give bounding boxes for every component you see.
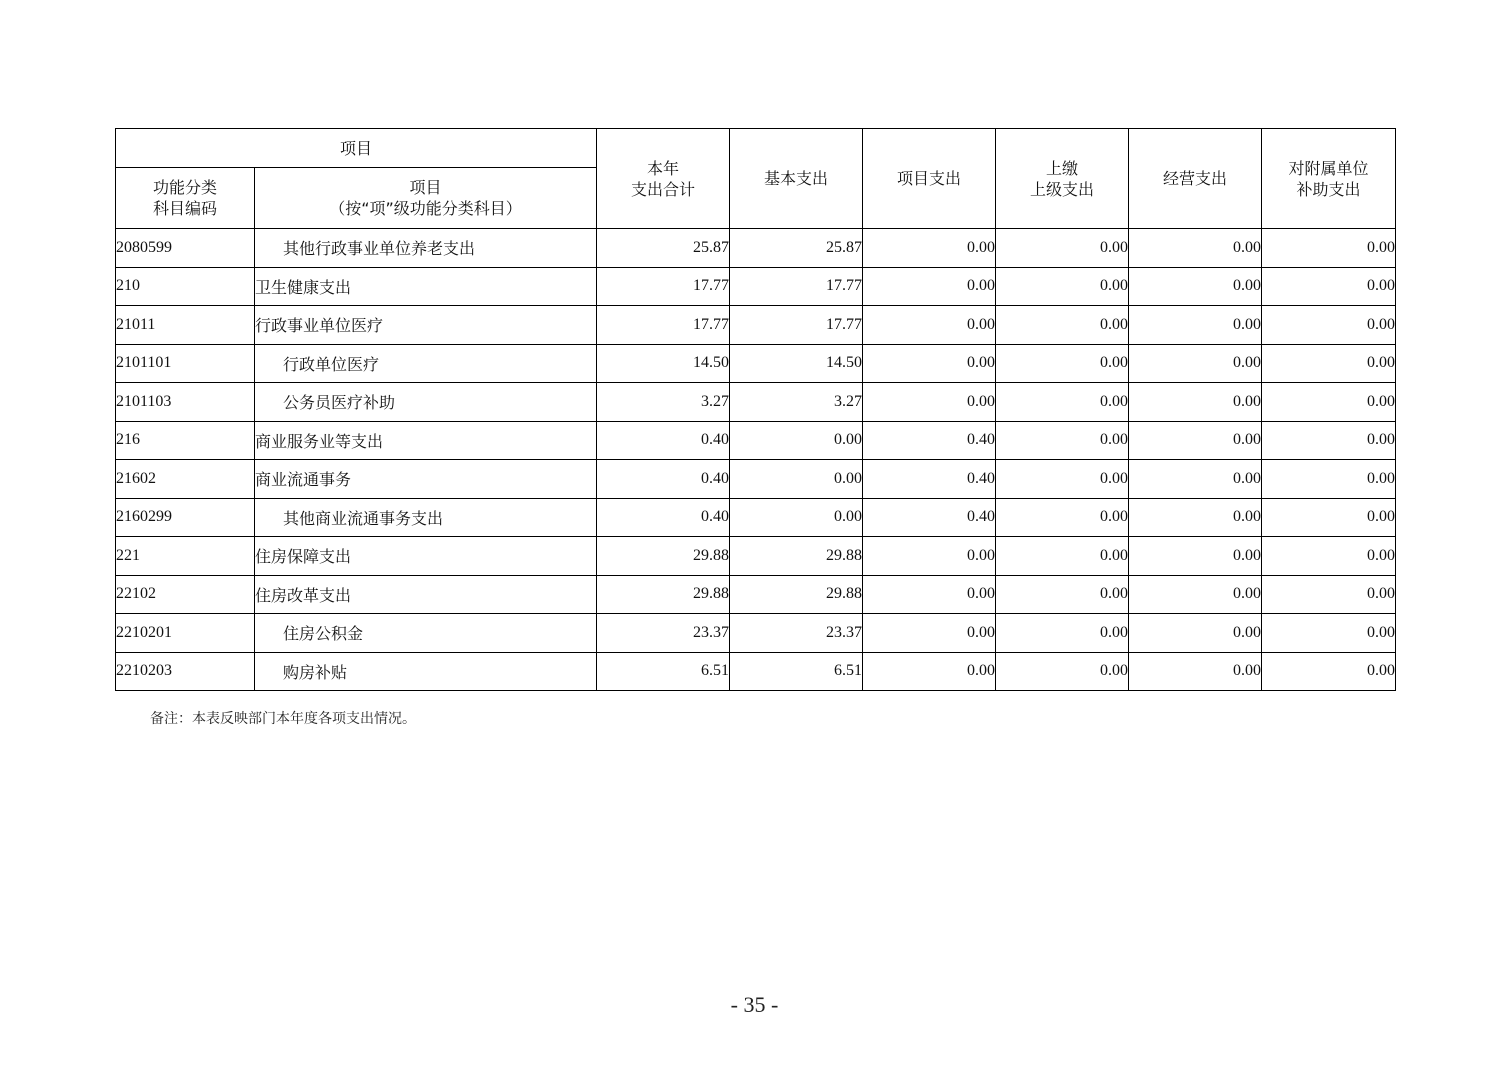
cell-name: 公务员医疗补助 (255, 383, 597, 422)
cell-total: 17.77 (597, 267, 730, 306)
header-name-line2: （按“项”级功能分类科目） (329, 199, 522, 218)
cell-operating: 0.00 (1129, 652, 1262, 691)
cell-project: 0.40 (863, 460, 996, 499)
cell-total: 23.37 (597, 614, 730, 653)
cell-remit: 0.00 (996, 229, 1129, 268)
cell-subsidy: 0.00 (1262, 229, 1396, 268)
table-note: 备注：本表反映部门本年度各项支出情况。 (150, 711, 416, 727)
cell-name: 行政单位医疗 (255, 344, 597, 383)
cell-remit: 0.00 (996, 306, 1129, 345)
table-row (116, 306, 1396, 345)
header-subsidy-line2: 补助支出 (1296, 179, 1361, 199)
header-subsidy-line1: 对附属单位 (1288, 158, 1369, 178)
cell-code: 2080599 (116, 229, 255, 268)
cell-basic: 29.88 (730, 575, 863, 614)
cell-operating: 0.00 (1129, 306, 1262, 345)
cell-basic: 0.00 (730, 460, 863, 499)
cell-total: 3.27 (597, 383, 730, 422)
page-number: - 35 - (730, 992, 779, 1017)
cell-subsidy: 0.00 (1262, 306, 1396, 345)
cell-subsidy: 0.00 (1262, 267, 1396, 306)
cell-remit: 0.00 (996, 460, 1129, 499)
cell-basic: 14.50 (730, 344, 863, 383)
cell-remit: 0.00 (996, 267, 1129, 306)
cell-operating: 0.00 (1129, 344, 1262, 383)
cell-project: 0.40 (863, 498, 996, 537)
cell-remit: 0.00 (996, 498, 1129, 537)
cell-name: 其他商业流通事务支出 (255, 498, 597, 537)
header-code-line1: 功能分类 (152, 178, 217, 197)
cell-code: 22102 (116, 575, 255, 614)
cell-project: 0.00 (863, 229, 996, 268)
cell-total: 25.87 (597, 229, 730, 268)
cell-name: 行政事业单位医疗 (255, 306, 597, 345)
cell-project: 0.00 (863, 267, 996, 306)
cell-project: 0.00 (863, 575, 996, 614)
cell-operating: 0.00 (1129, 575, 1262, 614)
cell-operating: 0.00 (1129, 383, 1262, 422)
cell-operating: 0.00 (1129, 421, 1262, 460)
table-body (116, 229, 1396, 691)
cell-total: 0.40 (597, 498, 730, 537)
cell-total: 17.77 (597, 306, 730, 345)
cell-remit: 0.00 (996, 537, 1129, 576)
cell-name: 商业服务业等支出 (255, 421, 597, 460)
cell-code: 2160299 (116, 498, 255, 537)
header-code-line2: 科目编码 (152, 199, 217, 218)
cell-project: 0.00 (863, 652, 996, 691)
cell-name: 购房补贴 (255, 652, 597, 691)
table-row (116, 229, 1396, 268)
cell-subsidy: 0.00 (1262, 421, 1396, 460)
table-row (116, 421, 1396, 460)
cell-operating: 0.00 (1129, 267, 1262, 306)
cell-project: 0.00 (863, 383, 996, 422)
header-name (255, 168, 597, 229)
cell-operating: 0.00 (1129, 537, 1262, 576)
cell-total: 6.51 (597, 652, 730, 691)
cell-basic: 3.27 (730, 383, 863, 422)
cell-total: 14.50 (597, 344, 730, 383)
table-row (116, 614, 1396, 653)
table-row (116, 344, 1396, 383)
cell-code: 2210201 (116, 614, 255, 653)
cell-total: 29.88 (597, 575, 730, 614)
cell-subsidy: 0.00 (1262, 652, 1396, 691)
cell-project: 0.00 (863, 614, 996, 653)
cell-name: 住房保障支出 (255, 537, 597, 576)
cell-subsidy: 0.00 (1262, 460, 1396, 499)
cell-subsidy: 0.00 (1262, 614, 1396, 653)
cell-code: 216 (116, 421, 255, 460)
header-basic: 基本支出 (730, 129, 863, 229)
cell-name: 商业流通事务 (255, 460, 597, 499)
cell-project: 0.00 (863, 344, 996, 383)
table-row (116, 537, 1396, 576)
cell-basic: 0.00 (730, 498, 863, 537)
cell-operating: 0.00 (1129, 498, 1262, 537)
table-row (116, 460, 1396, 499)
cell-total: 0.40 (597, 421, 730, 460)
header-item-group: 项目 (116, 129, 597, 168)
cell-code: 210 (116, 267, 255, 306)
header-remit-line2: 上级支出 (1030, 179, 1095, 199)
header-code (116, 168, 255, 229)
header-subsidy (1262, 129, 1396, 229)
cell-remit: 0.00 (996, 344, 1129, 383)
header-row-1 (116, 129, 1396, 168)
cell-basic: 23.37 (730, 614, 863, 653)
header-total-line1: 本年 (647, 158, 680, 178)
cell-remit: 0.00 (996, 614, 1129, 653)
cell-basic: 17.77 (730, 267, 863, 306)
table-header (116, 129, 1396, 229)
cell-subsidy: 0.00 (1262, 575, 1396, 614)
cell-operating: 0.00 (1129, 229, 1262, 268)
cell-basic: 29.88 (730, 537, 863, 576)
cell-code: 2101103 (116, 383, 255, 422)
cell-name: 卫生健康支出 (255, 267, 597, 306)
cell-name: 住房改革支出 (255, 575, 597, 614)
cell-operating: 0.00 (1129, 614, 1262, 653)
cell-basic: 25.87 (730, 229, 863, 268)
cell-subsidy: 0.00 (1262, 498, 1396, 537)
cell-subsidy: 0.00 (1262, 537, 1396, 576)
header-total (597, 129, 730, 229)
cell-total: 29.88 (597, 537, 730, 576)
cell-basic: 0.00 (730, 421, 863, 460)
header-project: 项目支出 (863, 129, 996, 229)
cell-name: 住房公积金 (255, 614, 597, 653)
table-row (116, 652, 1396, 691)
cell-remit: 0.00 (996, 575, 1129, 614)
cell-subsidy: 0.00 (1262, 383, 1396, 422)
cell-remit: 0.00 (996, 383, 1129, 422)
header-name-line1: 项目 (409, 178, 442, 197)
header-operating: 经营支出 (1129, 129, 1262, 229)
header-total-line2: 支出合计 (631, 179, 696, 199)
cell-project: 0.40 (863, 421, 996, 460)
cell-remit: 0.00 (996, 652, 1129, 691)
cell-code: 21011 (116, 306, 255, 345)
table-row (116, 498, 1396, 537)
table-row (116, 267, 1396, 306)
cell-remit: 0.00 (996, 421, 1129, 460)
cell-basic: 17.77 (730, 306, 863, 345)
cell-subsidy: 0.00 (1262, 344, 1396, 383)
cell-code: 21602 (116, 460, 255, 499)
table-row (116, 383, 1396, 422)
cell-code: 221 (116, 537, 255, 576)
table-row (116, 575, 1396, 614)
cell-operating: 0.00 (1129, 460, 1262, 499)
expenditure-table (115, 128, 1396, 691)
cell-name: 其他行政事业单位养老支出 (255, 229, 597, 268)
header-remit (996, 129, 1129, 229)
cell-code: 2101101 (116, 344, 255, 383)
cell-code: 2210203 (116, 652, 255, 691)
cell-total: 0.40 (597, 460, 730, 499)
cell-basic: 6.51 (730, 652, 863, 691)
cell-project: 0.00 (863, 306, 996, 345)
header-remit-line1: 上缴 (1046, 158, 1079, 178)
cell-project: 0.00 (863, 537, 996, 576)
